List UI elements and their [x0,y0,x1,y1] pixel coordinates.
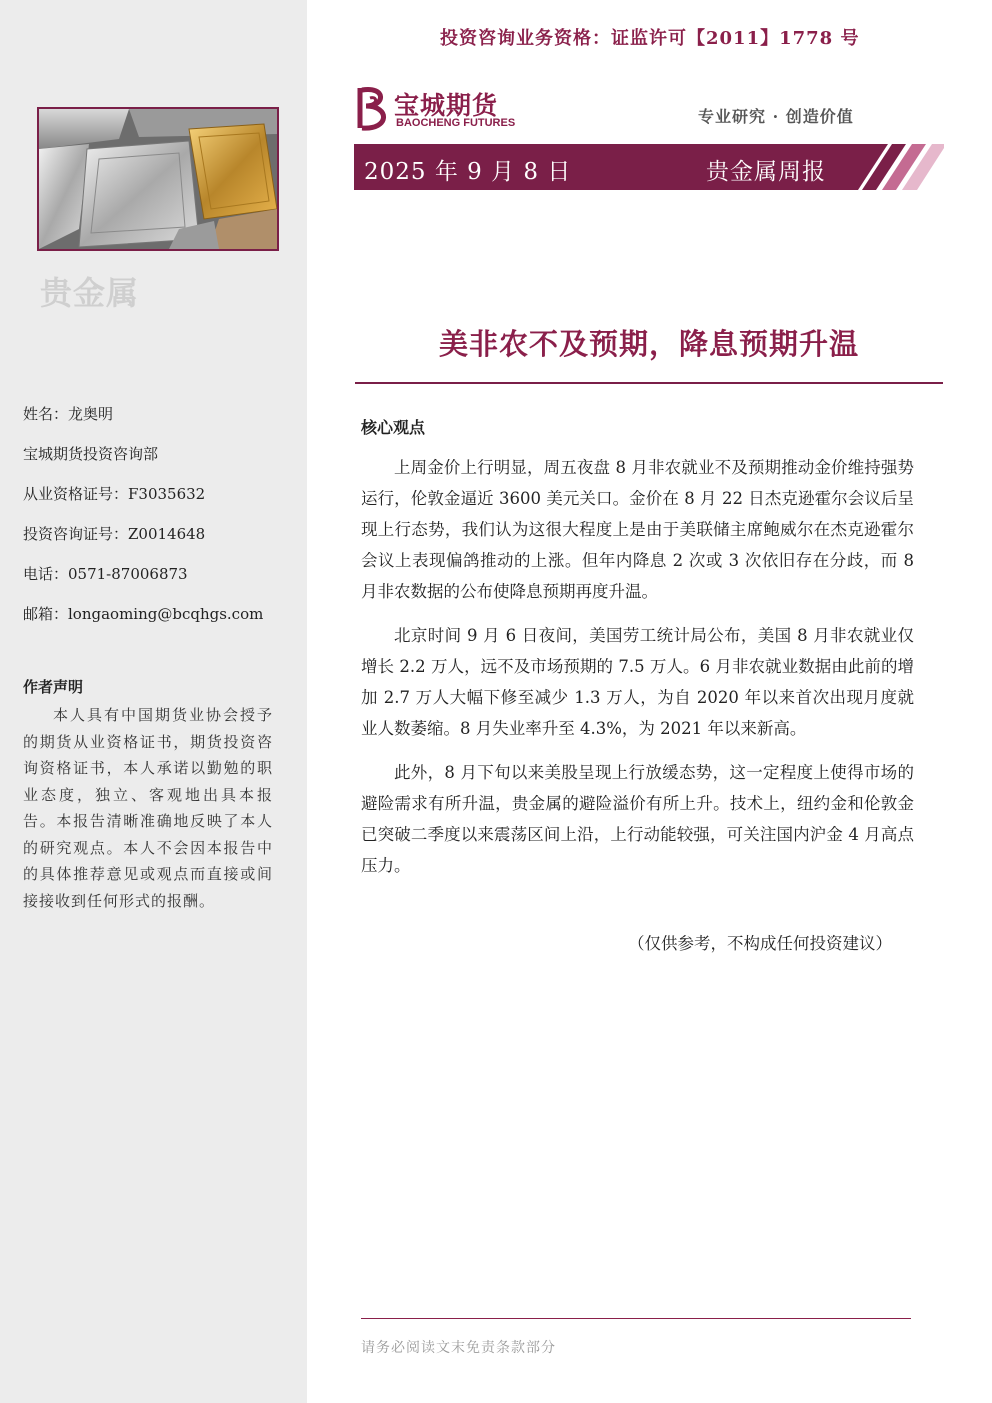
body-paragraph: 此外，8 月下旬以来美股呈现上行放缓态势，这一定程度上使得市场的避险需求有所升温，贵金属的避险溢价有所上升。技术上，纽约金和伦敦金已突破二季度以来震荡区间上沿，上行动能较强，可关注国内沪金 4 月高点压力。 [361,763,914,875]
footer-note: 请务必阅读文末免责条款部分 [361,1340,556,1356]
company-logo [356,84,526,132]
author-department: 宝城期货投资咨询部 [23,445,159,463]
author-phone: 电话：0571-87006873 [23,565,188,583]
author-declaration-text: 本人具有中国期货业协会授予的期货从业资格证书，期货投资咨询资格证书，本人承诺以勤勉的职业态度，独立、客观地出具本报告。本报告清晰准确地反映了本人的研究观点。本人不会因本报告中的具体推荐意见或观点而直接或间接接收到任何形式的报酬。 [23,706,273,910]
author-declaration-title: 作者声明 [23,678,84,696]
logo-chinese-name: 宝城期货 [394,91,499,120]
report-date: 2025 年 9 月 8 日 [364,159,572,185]
report-title: 美非农不及预期，降息预期升温 [438,327,859,361]
author-name: 姓名：龙奥明 [23,405,114,423]
precious-metal-bars-image [37,107,279,251]
author-email: 邮箱：longaoming@bcqhgs.com [23,605,264,623]
logo-english-name: BAOCHENG FUTURES [396,117,516,129]
report-body [361,452,914,894]
company-slogan: 专业研究 · 创造价值 [698,107,854,126]
author-qualification-number: 从业资格证号：F3035632 [23,485,206,503]
author-info [23,394,293,634]
sidebar-category-label: 贵金属 [40,274,140,312]
investment-disclaimer: （仅供参考，不构成任何投资建议） [628,934,892,953]
report-banner [354,144,944,190]
sidebar [0,0,307,1403]
logo-mark-icon [356,84,392,132]
section-heading: 核心观点 [361,418,426,437]
footer-divider [361,1318,911,1319]
license-statement: 投资咨询业务资格：证监许可【2011】1778 号 [440,28,860,49]
title-divider [355,382,943,384]
report-type: 贵金属周报 [706,159,826,185]
author-consulting-number: 投资咨询证号：Z0014648 [23,525,206,543]
body-paragraph: 北京时间 9 月 6 日夜间，美国劳工统计局公布，美国 8 月非农就业仅增长 2.2 万人，远不及市场预期的 7.5 万人。6 月非农就业数据由此前的增加 2.7 万人大幅下修至减少 1.3 万人，为自 2020 年以来首次出现月度就业人数萎缩。8 月失业率升至 4.3%，为 2021 年以来新高。 [361,626,914,738]
body-paragraph: 上周金价上行明显，周五夜盘 8 月非农就业不及预期推动金价维持强势运行，伦敦金逼近 3600 美元关口。金价在 8 月 22 日杰克逊霍尔会议后呈现上行态势，我们认为这很大程度上是由于美联储主席鲍威尔在杰克逊霍尔会议上表现偏鸽推动的上涨。但年内降息 2 次或 3 次依旧存在分歧，而 8 月非农数据的公布使降息预期再度升温。 [361,458,914,601]
